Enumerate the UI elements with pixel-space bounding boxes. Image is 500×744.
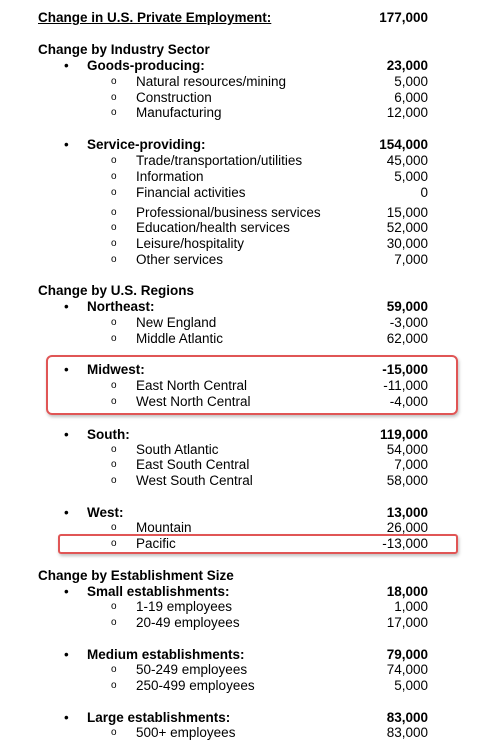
northeast-value: 59,000 bbox=[386, 299, 428, 314]
item-value: 0 bbox=[420, 185, 428, 200]
item-label: Financial activities bbox=[136, 185, 246, 200]
item-label: West North Central bbox=[136, 394, 251, 409]
list-item bbox=[0, 615, 500, 631]
total-employment-row bbox=[0, 10, 500, 26]
bullet-icon: • bbox=[64, 362, 69, 377]
circle-bullet-icon: o bbox=[111, 538, 117, 549]
list-item bbox=[0, 725, 500, 741]
industry-section-title bbox=[0, 42, 500, 58]
size-section-title bbox=[0, 568, 500, 584]
regions-section-title bbox=[0, 283, 500, 299]
bullet-icon: • bbox=[64, 647, 69, 662]
bullet-icon: • bbox=[64, 427, 69, 442]
item-label: West South Central bbox=[136, 473, 253, 488]
item-value: 62,000 bbox=[386, 331, 428, 346]
item-label: Manufacturing bbox=[136, 105, 222, 120]
item-value: 15,000 bbox=[386, 205, 428, 220]
item-label: 50-249 employees bbox=[136, 662, 248, 677]
bullet-icon: • bbox=[64, 58, 69, 73]
goods-producing-row bbox=[0, 58, 500, 74]
circle-bullet-icon: o bbox=[111, 680, 117, 691]
list-item bbox=[0, 185, 500, 201]
circle-bullet-icon: o bbox=[111, 459, 117, 470]
list-item bbox=[0, 394, 500, 410]
list-item bbox=[0, 105, 500, 121]
item-value: -13,000 bbox=[382, 536, 428, 551]
list-item bbox=[0, 442, 500, 458]
item-value: 7,000 bbox=[394, 252, 428, 267]
west-row bbox=[0, 505, 500, 521]
item-label: Pacific bbox=[136, 536, 176, 551]
item-label: Education/health services bbox=[136, 220, 290, 235]
circle-bullet-icon: o bbox=[111, 727, 117, 738]
midwest-row bbox=[0, 362, 500, 378]
list-item bbox=[0, 315, 500, 331]
goods-producing-value: 23,000 bbox=[386, 58, 428, 73]
list-item bbox=[0, 536, 500, 552]
item-value: 6,000 bbox=[394, 90, 428, 105]
circle-bullet-icon: o bbox=[111, 207, 117, 218]
item-label: Professional/business services bbox=[136, 205, 321, 220]
item-label: Natural resources/mining bbox=[136, 74, 287, 89]
list-item bbox=[0, 153, 500, 169]
circle-bullet-icon: o bbox=[111, 475, 117, 486]
item-value: 58,000 bbox=[386, 473, 428, 488]
south-row bbox=[0, 427, 500, 443]
large-establishments-row bbox=[0, 710, 500, 726]
list-item bbox=[0, 457, 500, 473]
list-item bbox=[0, 236, 500, 252]
midwest-value: -15,000 bbox=[382, 362, 428, 377]
list-item bbox=[0, 90, 500, 106]
circle-bullet-icon: o bbox=[111, 317, 117, 328]
list-item bbox=[0, 599, 500, 615]
circle-bullet-icon: o bbox=[111, 664, 117, 675]
item-label: Other services bbox=[136, 252, 224, 267]
list-item bbox=[0, 169, 500, 185]
regions-title: Change by U.S. Regions bbox=[38, 283, 195, 298]
item-value: 74,000 bbox=[386, 662, 428, 677]
circle-bullet-icon: o bbox=[111, 254, 117, 265]
item-value: 52,000 bbox=[386, 220, 428, 235]
industry-title: Change by Industry Sector bbox=[38, 42, 210, 57]
bullet-icon: • bbox=[64, 299, 69, 314]
list-item bbox=[0, 331, 500, 347]
circle-bullet-icon: o bbox=[111, 187, 117, 198]
item-label: 250-499 employees bbox=[136, 678, 255, 693]
list-item bbox=[0, 252, 500, 268]
list-item bbox=[0, 378, 500, 394]
list-item bbox=[0, 678, 500, 694]
circle-bullet-icon: o bbox=[111, 601, 117, 612]
item-value: 45,000 bbox=[386, 153, 428, 168]
circle-bullet-icon: o bbox=[111, 155, 117, 166]
bullet-icon: • bbox=[64, 505, 69, 520]
item-label: 1-19 employees bbox=[136, 599, 233, 614]
medium-establishments-value: 79,000 bbox=[386, 647, 428, 662]
item-value: 17,000 bbox=[386, 615, 428, 630]
item-label: East South Central bbox=[136, 457, 250, 472]
circle-bullet-icon: o bbox=[111, 92, 117, 103]
item-label: Information bbox=[136, 169, 204, 184]
medium-establishments-row bbox=[0, 647, 500, 663]
circle-bullet-icon: o bbox=[111, 444, 117, 455]
item-label: Construction bbox=[136, 90, 212, 105]
circle-bullet-icon: o bbox=[111, 380, 117, 391]
list-item bbox=[0, 473, 500, 489]
list-item bbox=[0, 220, 500, 236]
item-value: 1,000 bbox=[394, 599, 428, 614]
item-label: Mountain bbox=[136, 520, 192, 535]
item-label: Trade/transportation/utilities bbox=[136, 153, 303, 168]
circle-bullet-icon: o bbox=[111, 107, 117, 118]
large-establishments-value: 83,000 bbox=[386, 710, 428, 725]
large-establishments-label: Large establishments: bbox=[87, 710, 231, 725]
west-value: 13,000 bbox=[386, 505, 428, 520]
item-label: 20-49 employees bbox=[136, 615, 240, 630]
small-establishments-row bbox=[0, 584, 500, 600]
northeast-label: Northeast: bbox=[87, 299, 155, 314]
item-label: South Atlantic bbox=[136, 442, 219, 457]
item-value: 54,000 bbox=[386, 442, 428, 457]
item-label: 500+ employees bbox=[136, 725, 236, 740]
item-value: 5,000 bbox=[394, 169, 428, 184]
service-providing-label: Service-providing: bbox=[87, 137, 206, 152]
small-establishments-value: 18,000 bbox=[386, 584, 428, 599]
total-employment-value: 177,000 bbox=[379, 10, 428, 25]
goods-producing-label: Goods-producing: bbox=[87, 58, 205, 73]
service-providing-row bbox=[0, 137, 500, 153]
item-value: 5,000 bbox=[394, 678, 428, 693]
circle-bullet-icon: o bbox=[111, 238, 117, 249]
item-label: Middle Atlantic bbox=[136, 331, 224, 346]
total-employment-label: Change in U.S. Private Employment: bbox=[38, 10, 272, 25]
circle-bullet-icon: o bbox=[111, 171, 117, 182]
bullet-icon: • bbox=[64, 584, 69, 599]
bullet-icon: • bbox=[64, 710, 69, 725]
list-item bbox=[0, 520, 500, 536]
northeast-row bbox=[0, 299, 500, 315]
bullet-icon: • bbox=[64, 137, 69, 152]
item-value: 26,000 bbox=[386, 520, 428, 535]
circle-bullet-icon: o bbox=[111, 396, 117, 407]
circle-bullet-icon: o bbox=[111, 333, 117, 344]
item-label: East North Central bbox=[136, 378, 248, 393]
list-item bbox=[0, 205, 500, 221]
item-value: 12,000 bbox=[386, 105, 428, 120]
service-providing-value: 154,000 bbox=[379, 137, 428, 152]
medium-establishments-label: Medium establishments: bbox=[87, 647, 245, 662]
item-value: -3,000 bbox=[389, 315, 428, 330]
list-item bbox=[0, 662, 500, 678]
item-value: -4,000 bbox=[389, 394, 428, 409]
circle-bullet-icon: o bbox=[111, 76, 117, 87]
item-value: 5,000 bbox=[394, 74, 428, 89]
size-title: Change by Establishment Size bbox=[38, 568, 234, 583]
midwest-label: Midwest: bbox=[87, 362, 145, 377]
circle-bullet-icon: o bbox=[111, 617, 117, 628]
west-label: West: bbox=[87, 505, 124, 520]
south-value: 119,000 bbox=[379, 427, 428, 442]
south-label: South: bbox=[87, 427, 130, 442]
item-label: New England bbox=[136, 315, 217, 330]
item-value: -11,000 bbox=[383, 378, 428, 393]
small-establishments-label: Small establishments: bbox=[87, 584, 230, 599]
item-label: Leisure/hospitality bbox=[136, 236, 245, 251]
list-item bbox=[0, 74, 500, 90]
circle-bullet-icon: o bbox=[111, 222, 117, 233]
item-value: 7,000 bbox=[394, 457, 428, 472]
item-value: 30,000 bbox=[386, 236, 428, 251]
item-value: 83,000 bbox=[386, 725, 428, 740]
circle-bullet-icon: o bbox=[111, 522, 117, 533]
